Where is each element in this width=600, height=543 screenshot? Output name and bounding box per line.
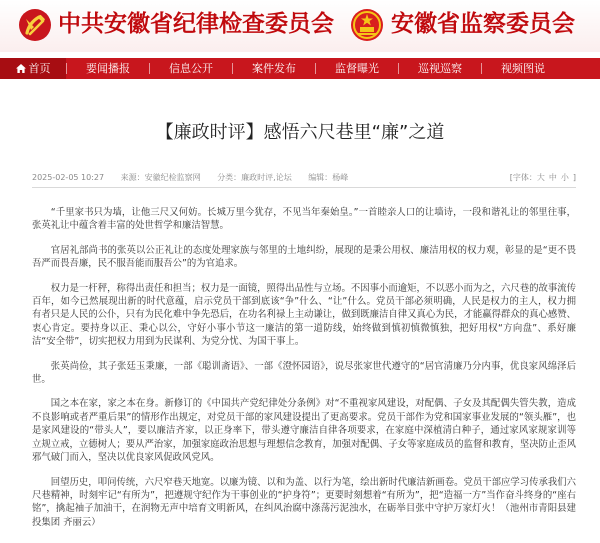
party-emblem-icon [17,7,53,43]
font-size-medium[interactable]: 中 [548,173,557,182]
font-size-switcher [510,171,576,185]
font-size-label: [字体： [509,173,537,182]
meta-divider [32,187,576,188]
paragraph: “千里家书只为墙，让他三尺又何妨。长城万里今犹存，不见当年秦始皇。”一首睦亲人口的让墙诗，一段和谐礼让的邻里往事，张英礼让中蕴含着丰富的处世哲学和廉洁智慧。 [32,207,576,232]
nav-item-cases[interactable]: 案件发布 [252,62,296,75]
paragraph: 官居礼部尚书的张英以公正礼让的态度处理家族与邻里的土地纠纷，展现的是秉公用权、廉洁用权的权力观，彰显的是“更不畏吾严而畏吾廉，民不服吾能而服吾公”的为官追求。 [32,244,576,270]
article-body [32,206,576,540]
nav-item-disclosure[interactable]: 信息公开 [169,62,213,75]
paragraph: 国之本在家，家之本在身。新修订的《中国共产党纪律处分条例》对“不重视家风建设，对配偶、子女及其配偶失管失教，造成不良影响或者严重后果”的情形作出规定，对党员干部的家风建设提出了更高要求。党员干部作为党和国家事业发展的“领头雁”，也是家风建设的“带头人”，要以廉洁齐家，以正身率下，带头遵守廉洁自律各项要求，在家庭中深植清白种子，通过家风家规家训等立规立戒，立德树人；要从严治家，加强家庭政治思想与理想信念教育，加强对配偶、子女等家庭成员的监督和教育，坚决防止歪风邪气破门而入，坚决以优良家风促政风党风。 [32,398,576,464]
org-name-left: 中共安徽省纪律检查委员会 [58,10,334,37]
main-nav [0,58,600,79]
article-category: 分类：廉政时评,论坛 [217,173,292,182]
org-name-right: 安徽省监察委员会 [391,10,575,37]
font-size-small[interactable]: 小 [560,173,569,182]
article-meta [32,171,576,185]
font-size-close: ] [572,173,576,182]
nav-item-inspection[interactable]: 巡视巡察 [418,62,462,75]
paragraph: 张英尚俭，其子张廷玉秉廉，一部《聪训斋语》、一部《澄怀园语》，说尽张家世代遵守的“居官清廉乃分内事，优良家风绵泽后世。 [32,360,576,386]
article-title: 【廉政时评】感悟六尺巷里“廉”之道 [155,122,445,143]
home-icon [16,64,26,73]
paragraph: 回望历史，叩问传统，六尺窄巷天地宽。以廉为镜、以和为盖、以行为笔，绘出新时代廉洁新画卷。党员干部应学习传承我们六尺巷精神，时刻牢记“有所为”，把遵规守纪作为干事创业的“护身符”；更要时刻想着“有所为”，把“造福一方”当作奋斗终身的“座右铭”，擒起袖子加油干，在润物无声中培育文明新风，在纠风治腐中涤荡污泥浊水，在砺举目张中守护万家灯火！（池州市青阳县建投集团 齐丽云） [32,476,576,528]
paragraph: 权力是一杆秤，称得出责任和担当；权力是一面镜，照得出品性与立场。不因事小而逾矩，不以恶小而为之，六尺巷的故事流传百年，如今已然展现出新的时代意蕴，启示党员干部到底该“争”什么、“让”什么。党员干部必须明确，人民是权力的主人，权力拥有者只是人民的公仆，只有为民化难中争先恐后，在功名利禄上主动谦让，做到既廉洁自律又真心为民，才能赢得群众的真心感赞、衷心肯定。要持身以正、秉心以公，守好小事小节这一廉洁的第一道防线，始终做到慎初慎微慎独，把好用权“方向盘”、系好廉洁“安全带”，切实把权力用到为民谋利、为党分忧、为国干事上。 [32,282,576,348]
nav-item-video[interactable]: 视频图说 [501,62,545,75]
site-header [0,0,600,52]
nav-item-news[interactable]: 要闻播报 [86,62,130,75]
nav-item-exposure[interactable]: 监督曝光 [335,62,379,75]
article-editor: 编辑：杨峰 [308,173,349,182]
publish-date: 2025-02-05 10:27 [32,173,105,182]
nav-label: 首页 [28,62,51,75]
national-emblem-icon [349,7,385,43]
article-source: 来源：安徽纪检监察网 [120,173,201,182]
font-size-large[interactable]: 大 [536,173,545,182]
nav-item-home[interactable] [0,58,66,79]
